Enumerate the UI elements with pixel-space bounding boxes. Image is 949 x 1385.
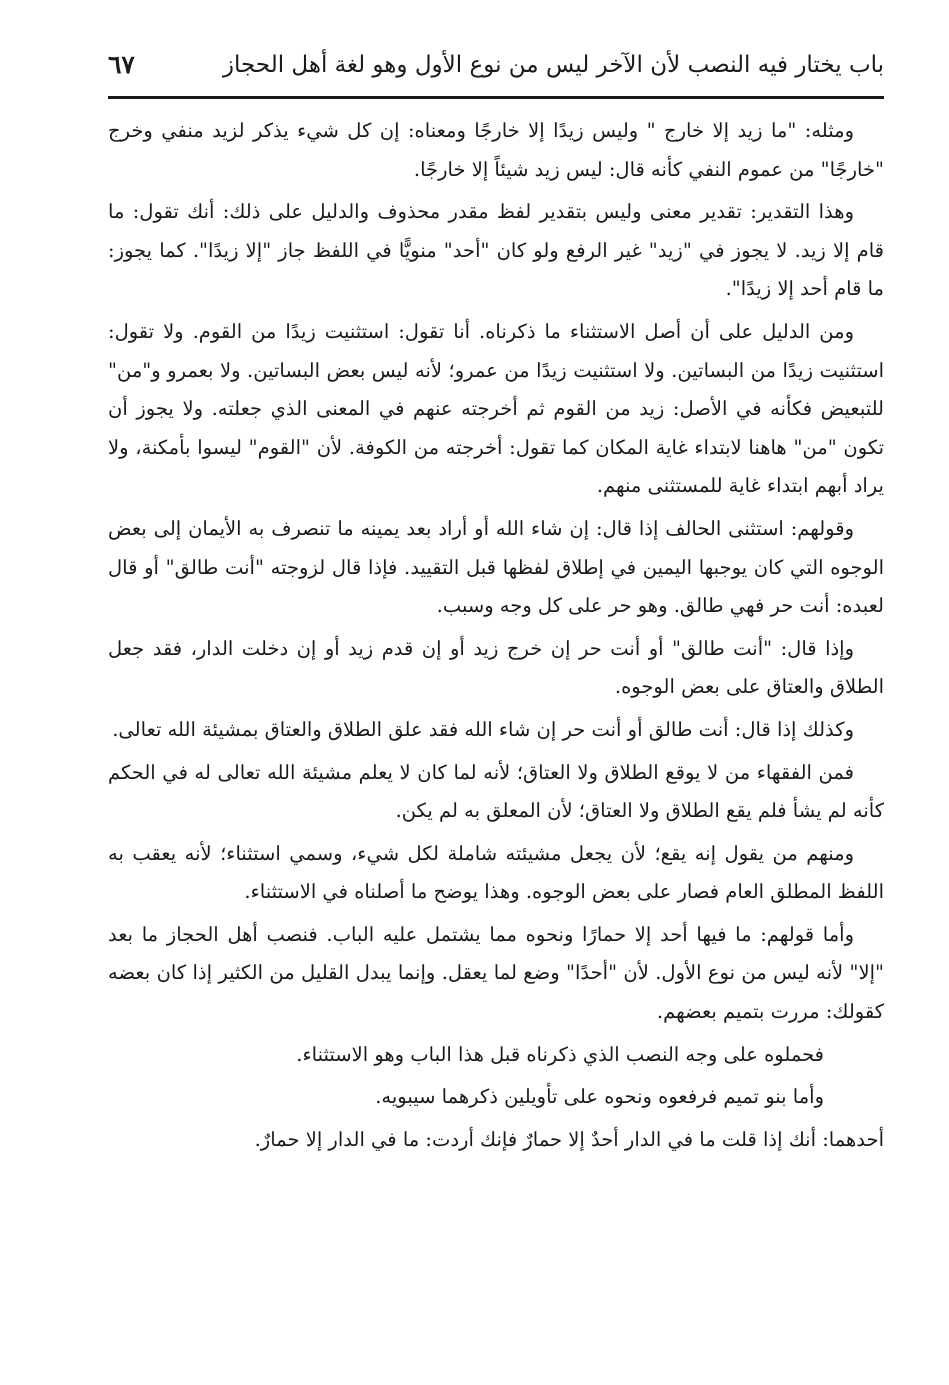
- paragraph: أحدهما: أنك إذا قلت ما في الدار أحدٌ إلا حمارٌ فإنك أردت: ما في الدار إلا حمارٌ.: [254, 1127, 884, 1151]
- page-body: [108, 112, 884, 1163]
- paragraph: وأما بنو تميم فرفعوه ونحوه على تأويلين ذكرهما سيبويه.: [375, 1085, 824, 1109]
- paragraph: ومنهم من يقول إنه يقع؛ لأن يجعل مشيئته شاملة لكل شيء، وسمي استثناء؛ لأنه يعقب به اللفظ المطلق العام فصار على بعض الوجوه. وهذا يوضح ما أصلناه في الاستثناء.: [108, 841, 884, 904]
- header-divider: [108, 96, 884, 99]
- paragraph: ومثله: "ما زيد إلا خارج " وليس زيدًا إلا خارجًا ومعناه: إن كل شيء يذكر لزيد منفي وخرج "خارجًا" من عموم النفي كأنه قال: ليس زيد شيئاً إلا خارجًا.: [108, 119, 884, 181]
- paragraph: وأما قولهم: ما فيها أحد إلا حمارًا ونحوه مما يشتمل عليه الباب. فنصب أهل الحجاز ما بعد "إلا" لأنه ليس من نوع الأول. لأن "أحدًا" وضع لما يعقل. وإنما يبدل القليل من الكثير إذا كان بعضه كقولك: مررت بتميم بعضهم.: [108, 922, 884, 1024]
- paragraph: فمن الفقهاء من لا يوقع الطلاق ولا العتاق؛ لأنه لما كان لا يعلم مشيئة الله تعالى له في الحكم كأنه لم يشأ فلم يقع الطلاق ولا العتاق؛ لأن المعلق به لم يكن.: [108, 760, 884, 823]
- paragraph: فحملوه على وجه النصب الذي ذكرناه قبل هذا الباب وهو الاستثناء.: [296, 1042, 824, 1066]
- paragraph: ومن الدليل على أن أصل الاستثناء ما ذكرناه. أنا تقول: استثنيت زيدًا من القوم. ولا تقول: استثنيت زيدًا من البساتين. ولا استثنيت زيدًا من عمرو؛ لأنه ليس بعض البساتين. ولا بعمرو و"من" للتبعيض فكأنه في الأصل: زيد من القوم ثم أخرجته عنهم في المعنى الذي جعلته. ولا يجوز أن تكون "من" هاهنا لابتداء غاية المكان كما تقول: أخرجته من الكوفة. لأن "القوم" ليسوا بأمكنة، ولا يراد أبهم ابتداء غاية للمستثنى منهم.: [108, 319, 884, 498]
- page-number: ٦٧: [108, 50, 135, 79]
- paragraph: وهذا التقدير: تقدير معنى وليس بتقدير لفظ مقدر محذوف والدليل على ذلك: أنك تقول: ما قام إلا زيد. لا يجوز في "زيد" غير الرفع ولو كان "أحد" منويًّا في اللفظ جاز "إلا زيدًا". كما يجوز: ما قام أحد إلا زيدًا".: [108, 200, 884, 301]
- paragraph: وقولهم: استثنى الحالف إذا قال: إن شاء الله أو أراد بعد يمينه ما تنصرف به الأيمان إلى بعض الوجوه التي كان يوجبها اليمين في إطلاق لفظها قبل التقييد. فإذا قال لزوجته "أنت طالق" أو قال لعبده: أنت حر فهي طالق. وهو حر على كل وجه وسبب.: [108, 516, 884, 618]
- page-header: [108, 44, 884, 92]
- chapter-title: باب يختار فيه النصب لأن الآخر ليس من نوع الأول وهو لغة أهل الحجاز: [222, 52, 884, 78]
- paragraph: وإذا قال: "أنت طالق" أو أنت حر إن خرج زيد أو إن قدم زيد أو إن دخلت الدار، فقد جعل الطلاق والعتاق على بعض الوجوه.: [108, 636, 884, 699]
- paragraph: وكذلك إذا قال: أنت طالق أو أنت حر إن شاء الله فقد علق الطلاق والعتاق بمشيئة الله تعالى.: [112, 717, 854, 741]
